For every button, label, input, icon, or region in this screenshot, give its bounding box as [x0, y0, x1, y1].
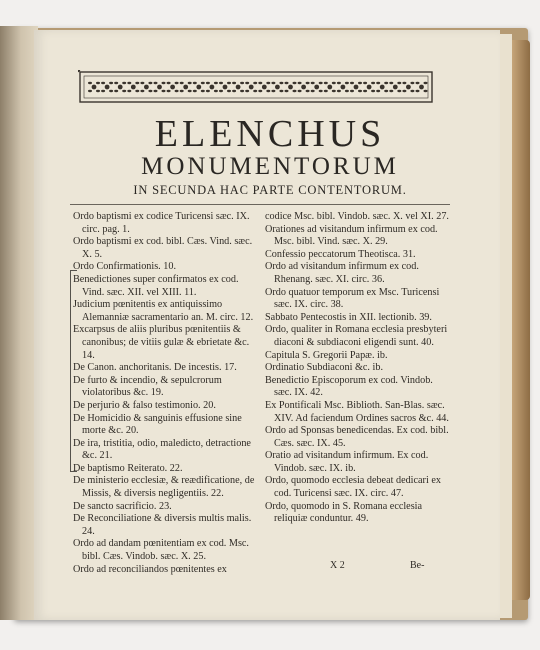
ornament-motif: [180, 82, 192, 92]
index-entry: De Reconciliatione & diversis multis malis. 24.: [73, 513, 252, 537]
index-entry: De baptismo Reiterato. 22.: [73, 462, 183, 474]
ornament-motif: [206, 82, 218, 92]
ornament-motif: [363, 82, 375, 92]
index-entry: De perjurio & falso testimonio. 20.: [73, 399, 216, 411]
index-entry: Capitula S. Gregorii Papæ. ib.: [265, 349, 388, 361]
index-entry: Oratio ad visitandum infirmum. Ex cod. Vindob. sæc. IX. ib.: [265, 450, 429, 474]
index-entry: De sancto sacrificio. 23.: [73, 500, 172, 512]
index-entry: Ordo baptismi ex cod. bibl. Cæs. Vind. sæc. X. 5.: [73, 236, 253, 260]
ornament-motif: [298, 82, 310, 92]
ornament-motif: [350, 82, 362, 92]
signature-mark: X 2: [330, 560, 345, 571]
title-rule: [70, 204, 450, 205]
index-entry: De Canon. anchoritanis. De incestis. 17.: [73, 362, 237, 374]
index-entry: Excarpsus de aliis pluribus pœnitentiis & canonibus; de vitiis gulæ & ebrietate &c. 14.: [73, 324, 250, 361]
ornament-motif: [219, 82, 231, 92]
index-entry: Ordo ad Sponsas benedicendas. Ex cod. bibl. Cæs. sæc. IX. 45.: [265, 425, 449, 449]
ornament-motif: [245, 82, 257, 92]
index-entry: codice Msc. bibl. Vindob. sæc. X. vel XI. 27.: [265, 211, 449, 222]
ornament-motif: [376, 82, 388, 92]
index-entry: De furto & incendio, & sepulcrorum violatoribus &c. 19.: [73, 374, 222, 399]
title-monumentorum: MONUMENTORUM: [141, 153, 399, 180]
ornament-motif: [311, 82, 323, 92]
ornament-motif: [416, 82, 428, 92]
index-entry: Benedictiones super confirmatos ex cod. Vind. sæc. XII. vel XIII. 11.: [73, 273, 239, 298]
ornament-motif: [232, 82, 244, 92]
ornament-motif: [114, 82, 126, 92]
ornament-motif: [285, 82, 297, 92]
pencil-bracket: [70, 270, 77, 472]
index-entry: De ministerio ecclesiæ, & reædificatione, de Missis, & diversis negligentiis. 22.: [73, 475, 255, 500]
ornament-motif: [127, 82, 139, 92]
index-entry: Ordo ad visitandum infirmum ex cod. Rhenang. sæc. XI. circ. 36.: [265, 261, 419, 285]
index-entry: Confessio peccatorum Theotisca. 31.: [265, 248, 416, 260]
index-entry: Ordo baptismi ex codice Turicensi sæc. IX. circ. pag. 1.: [73, 211, 250, 235]
title-elenchus: ELENCHUS: [154, 113, 386, 155]
index-entry: Benedictio Episcoporum ex cod. Vindob. sæc. IX. 42.: [265, 374, 433, 399]
index-entry: Judicium pœnitentis ex antiquissimo Alemanniæ sacramentario an. M. circ. 12.: [73, 299, 254, 323]
right-column: [265, 211, 453, 526]
ornament-motif: [324, 82, 336, 92]
index-entry: Ordo ad reconciliandos pœnitentes ex: [73, 563, 227, 575]
index-entry: De Homicidio & sanguinis effusione sine morte &c. 20.: [73, 412, 242, 437]
ornament-motif: [193, 82, 205, 92]
ornament-motif: [101, 82, 113, 92]
left-column: [73, 211, 261, 576]
ornament-motif: [258, 82, 270, 92]
index-entry: Ordo quatuor temporum ex Msc. Turicensi sæc. IX. circ. 38.: [265, 286, 440, 311]
ornament-motif: [402, 82, 414, 92]
ornament-motif: [167, 82, 179, 92]
index-entry: Ordo, quomodo in S. Romana ecclesia reliquiæ conduntur. 49.: [265, 500, 423, 525]
ornament-motif: [337, 82, 349, 92]
index-entry: Ex Pontificali Msc. Biblioth. San-Blas. sæc. XIV. Ad faciendum Ordines sacros &c. 44.: [265, 399, 449, 424]
ornament-motif: [154, 82, 166, 92]
catchword: Be-: [410, 560, 425, 571]
ornament-motif: [88, 82, 100, 92]
index-entry: De ira, tristitia, odio, maledicto, detractione &c. 21.: [73, 437, 251, 462]
index-entry: Ordo Confirmationis. 10.: [73, 261, 176, 273]
index-entry: Ordo ad dandam pœnitentiam ex cod. Msc. bibl. Cæs. Vindob. sæc. X. 25.: [73, 538, 249, 563]
index-entry: Ordinatio Subdiaconi &c. ib.: [265, 362, 383, 374]
ornament-band: [78, 70, 434, 104]
index-entry: Ordo, quomodo ecclesia debeat dedicari ex cod. Turicensi sæc. IX. circ. 47.: [265, 475, 441, 500]
title-subtitle: IN SECUNDA HAC PARTE CONTENTORUM.: [133, 183, 407, 197]
index-entry: Sabbato Pentecostis in XII. lectionib. 39.: [265, 311, 432, 323]
ornament-motif: [140, 82, 152, 92]
ornament-motif: [389, 82, 401, 92]
ornament-motif: [271, 82, 283, 92]
index-entry: Orationes ad visitandum infirmum ex cod. Msc. bibl. Vind. sæc. X. 29.: [265, 223, 438, 248]
index-entry: Ordo, qualiter in Romana ecclesia presbyteri diaconi & subdiaconi eligendi sunt. 40.: [265, 324, 448, 348]
